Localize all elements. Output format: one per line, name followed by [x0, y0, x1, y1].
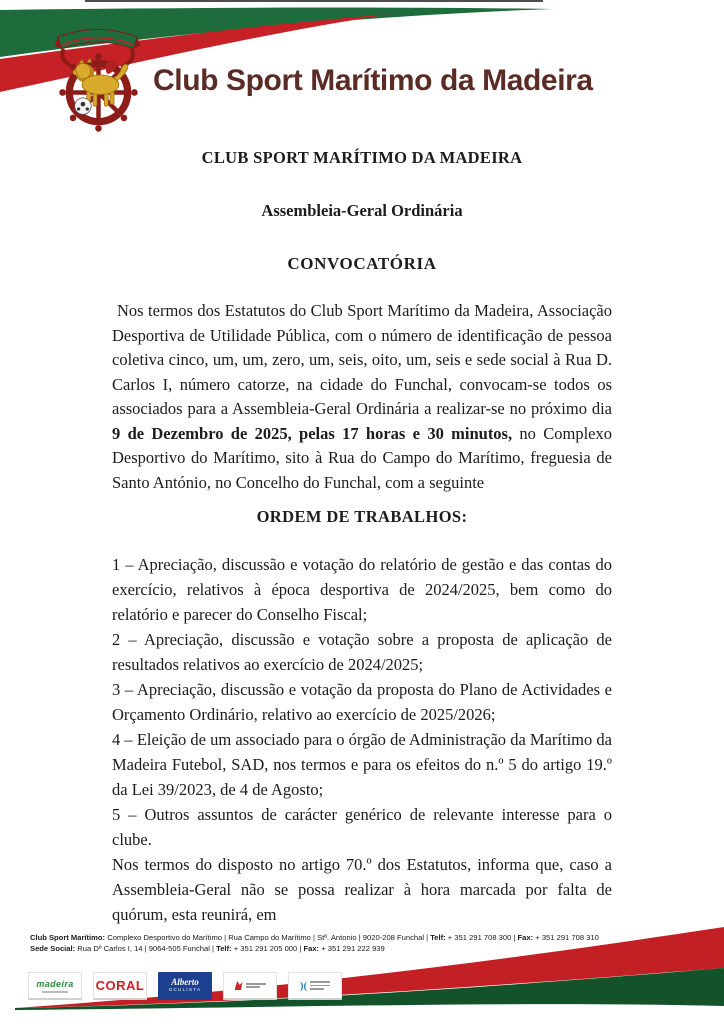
- closing-paragraph: Nos termos do disposto no artigo 70.º dos Estatutos, informa que, caso a Assembleia-Geral não se possa realizar à hora marcada por falta de quórum, esta reunirá, em: [112, 855, 612, 924]
- convocation-heading: CONVOCATÓRIA: [287, 254, 437, 273]
- paragraph-text: Nos termos dos Estatutos do Club Sport Marítimo da Madeira, Associação Desportiva de Utilidade Pública, com o número de identificação de pessoa coletiva cinco, um, um, zero, um, seis, oito, um, seis e sede social à Rua D. Carlos I, número catorze, na cidade do Funchal, convocam-se todos os associados para a Assembleia-Geral Ordinária a realizar-se no próximo dia: [112, 301, 612, 418]
- club-wordmark: Club Sport Marítimo da Madeira: [153, 64, 593, 97]
- footer-label: Fax:: [303, 944, 320, 953]
- agenda-list: [112, 552, 612, 852]
- sponsor-logo-coral: [93, 972, 147, 1000]
- blue-emblem-icon: )(: [299, 979, 308, 992]
- footer-contact-block: [30, 932, 610, 954]
- coral-wordmark: CORAL: [95, 978, 145, 993]
- footer-label: Telf:: [430, 933, 446, 942]
- footer-label: Fax:: [517, 933, 534, 942]
- footer-label: Telf:: [216, 944, 232, 953]
- footer-text: + 351 291 205 000 |: [231, 944, 304, 953]
- footer-address-line-2: [30, 943, 610, 954]
- oculista-wordmark: OCULISTA: [168, 987, 202, 992]
- meeting-datetime: 9 de Dezembro de 2025, pelas 17 horas e 30 minutos,: [112, 423, 513, 443]
- sponsor-logo-5: [288, 972, 342, 1000]
- agenda-item-1: 1 – Apreciação, discussão e votação do relatório de gestão e das contas do exercício, relativos à época desportiva de 2024/2025, bem como do relatório e parecer do Conselho Fiscal;: [112, 555, 612, 624]
- sponsor-logo-madeira: [28, 972, 82, 1000]
- alberto-wordmark: Alberto: [171, 977, 199, 987]
- agenda-item-3: 3 – Apreciação, discussão e votação da proposta do Plano de Actividades e Orçamento Ordinário, relativo ao exercício de 2025/2026;: [112, 680, 612, 724]
- madeira-tagline-bar: [42, 991, 68, 993]
- convocation-paragraph: [112, 299, 612, 495]
- agenda-item-4: 4 – Eleição de um associado para o órgão de Administração da Marítimo da Madeira Futebol, SAD, nos termos e para os efeitos do n.º 5 do artigo 19.º da Lei 39/2023, de 4 de Agosto;: [112, 730, 612, 799]
- red-emblem-icon: [235, 981, 243, 990]
- agenda-item-5: 5 – Outros assuntos de carácter genérico de relevante interesse para o clube.: [112, 805, 612, 849]
- footer-text: Rua Dº Carlos I, 14 | 9064-505 Funchal |: [75, 944, 217, 953]
- document-subtitle: Assembleia-Geral Ordinária: [261, 201, 463, 220]
- sponsor-logo-4: [223, 972, 277, 1000]
- madeira-wordmark: madeira: [36, 978, 74, 989]
- paragraph-text: no Complexo Desportivo do Marítimo, sito à Rua do Campo do Marítimo, freguesia de Santo António, no Concelho do Funchal, com a seguinte: [112, 423, 612, 492]
- footer-text: + 351 291 708 300 |: [445, 933, 518, 942]
- footer-text: + 351 291 708 310: [533, 933, 599, 942]
- footer-text: + 351 291 222 939: [319, 944, 385, 953]
- agenda-item-2: 2 – Apreciação, discussão e votação sobre a proposta de aplicação de resultados relativos ao exercício de 2024/2025;: [112, 630, 612, 674]
- footer-address-line-1: [30, 932, 610, 943]
- footer-label: Club Sport Marítimo:: [30, 933, 106, 942]
- club-crest-logo: [47, 15, 149, 135]
- footer-text: Complexo Desportivo do Marítimo | Rua Campo do Marítimo | Stº. Antonio | 9020-208 Funchal |: [105, 933, 431, 942]
- sponsor-logo-alberto-oculista: [158, 972, 212, 1000]
- document-title: CLUB SPORT MARÍTIMO DA MADEIRA: [201, 148, 523, 167]
- sponsor-logos-row: [28, 972, 342, 1000]
- illegible-text-lines: [246, 983, 266, 988]
- illegible-text-lines: [310, 981, 330, 989]
- agenda-title: ORDEM DE TRABALHOS:: [256, 507, 468, 526]
- footer-label: Sede Social:: [30, 944, 76, 953]
